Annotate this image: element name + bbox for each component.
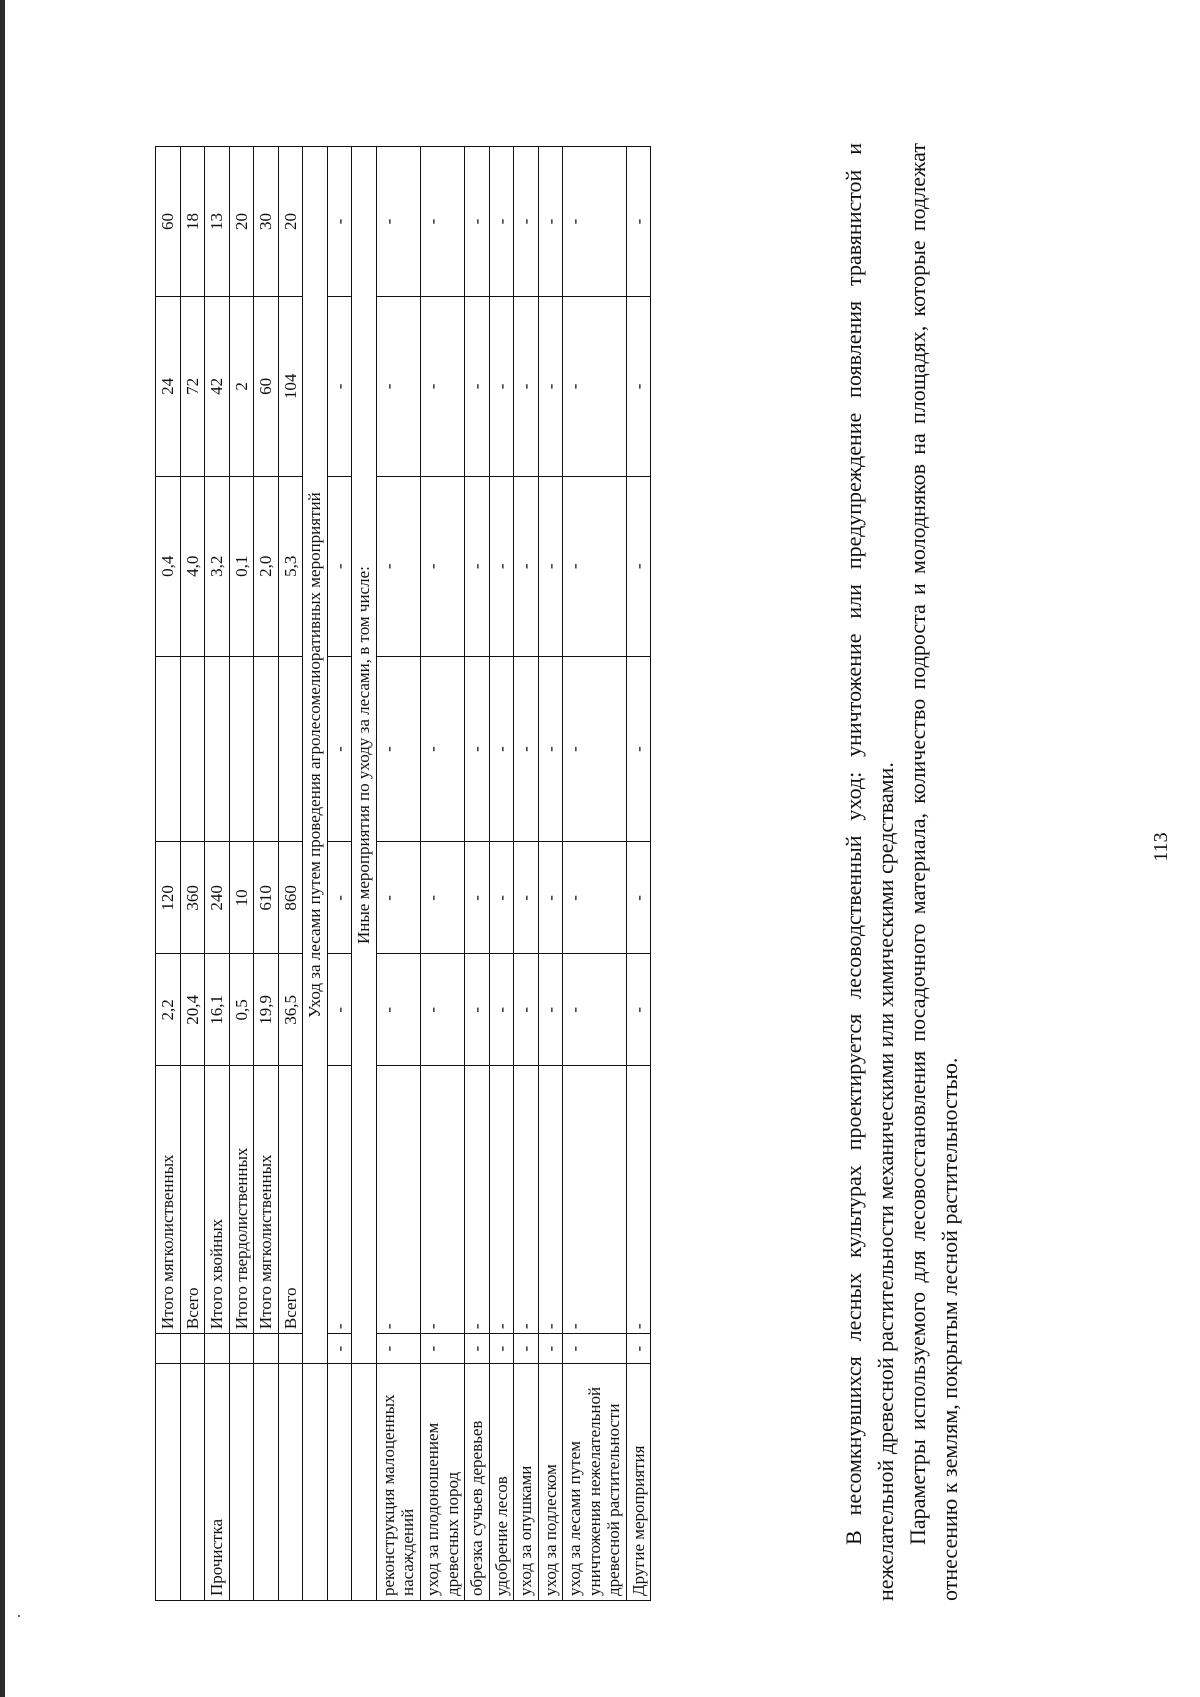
value-cell: - <box>489 1334 514 1364</box>
subgroup-cell: - <box>421 1066 465 1334</box>
value-cell: - <box>327 147 352 297</box>
value-cell <box>205 1334 230 1364</box>
value-cell <box>254 656 279 842</box>
value-cell: 5,3 <box>278 476 303 656</box>
row-label-cell: обрезка сучьев деревьев <box>465 1364 490 1601</box>
table-body <box>156 147 651 1601</box>
row-label-cell <box>229 1364 254 1601</box>
paragraph: Параметры используемого для лесовосстановления посадочного материала, количество подроста и молодняков на площадях, которые подлежат отнесению к землям, покрытым лесной растительностью. <box>904 143 962 1601</box>
value-cell: - <box>327 1334 352 1364</box>
value-cell <box>205 656 230 842</box>
value-cell: - <box>626 147 651 297</box>
value-cell: - <box>489 296 514 476</box>
table-row <box>254 147 279 1601</box>
body-text <box>838 143 966 1601</box>
row-label-cell: Прочистка <box>205 1364 230 1601</box>
subgroup-cell: Всего <box>180 1066 205 1334</box>
value-cell: 42 <box>205 296 230 476</box>
value-cell: 0,4 <box>156 476 181 656</box>
value-cell: - <box>376 842 420 954</box>
row-label-cell <box>180 1364 205 1601</box>
value-cell: - <box>626 296 651 476</box>
value-cell: - <box>563 842 627 954</box>
value-cell: - <box>327 842 352 954</box>
value-cell: - <box>538 842 563 954</box>
row-label-cell <box>278 1364 303 1601</box>
subgroup-cell: - <box>376 1066 420 1334</box>
value-cell: 18 <box>180 147 205 297</box>
value-cell: 60 <box>254 296 279 476</box>
value-cell: 36,5 <box>278 954 303 1066</box>
value-cell: - <box>327 296 352 476</box>
value-cell: - <box>421 954 465 1066</box>
value-cell: - <box>465 954 490 1066</box>
value-cell: - <box>376 954 420 1066</box>
value-cell: - <box>421 296 465 476</box>
value-cell: - <box>465 296 490 476</box>
value-cell: - <box>376 656 420 842</box>
table-cell <box>303 1364 328 1601</box>
value-cell: - <box>327 656 352 842</box>
value-cell <box>156 1334 181 1364</box>
value-cell: 30 <box>254 147 279 297</box>
value-cell: 104 <box>278 296 303 476</box>
row-label-cell: реконструкция малоценных насаждений <box>376 1364 420 1601</box>
value-cell: - <box>514 954 539 1066</box>
value-cell: - <box>465 147 490 297</box>
table-row <box>514 147 539 1601</box>
value-cell: - <box>626 476 651 656</box>
value-cell: - <box>563 656 627 842</box>
value-cell: - <box>376 296 420 476</box>
subgroup-cell: Всего <box>278 1066 303 1334</box>
row-label-cell: уход за плодоношением древесных пород <box>421 1364 465 1601</box>
table-section-row <box>352 147 377 1601</box>
value-cell: - <box>489 842 514 954</box>
value-cell: - <box>538 954 563 1066</box>
table-row <box>626 147 651 1601</box>
value-cell: - <box>514 656 539 842</box>
value-cell: - <box>563 147 627 297</box>
value-cell: 10 <box>229 842 254 954</box>
value-cell: - <box>514 842 539 954</box>
value-cell: - <box>465 476 490 656</box>
value-cell: - <box>421 656 465 842</box>
value-cell: - <box>538 656 563 842</box>
value-cell: - <box>421 147 465 297</box>
table-row <box>327 147 352 1601</box>
value-cell: - <box>626 842 651 954</box>
value-cell: - <box>538 296 563 476</box>
value-cell <box>229 1334 254 1364</box>
value-cell: - <box>421 476 465 656</box>
value-cell: 240 <box>205 842 230 954</box>
value-cell: 120 <box>156 842 181 954</box>
value-cell: - <box>626 1334 651 1364</box>
table-row <box>421 147 465 1601</box>
value-cell: - <box>465 842 490 954</box>
row-label-cell: Другие мероприятия <box>626 1364 651 1601</box>
value-cell: 360 <box>180 842 205 954</box>
value-cell: - <box>376 147 420 297</box>
table-cell <box>352 1364 377 1601</box>
subgroup-cell: - <box>514 1066 539 1334</box>
value-cell: 2,2 <box>156 954 181 1066</box>
subgroup-cell: - <box>489 1066 514 1334</box>
table-row <box>489 147 514 1601</box>
value-cell: 20,4 <box>180 954 205 1066</box>
value-cell: 60 <box>156 147 181 297</box>
value-cell: 19,9 <box>254 954 279 1066</box>
value-cell: 24 <box>156 296 181 476</box>
value-cell <box>229 656 254 842</box>
value-cell: - <box>421 1334 465 1364</box>
value-cell: - <box>563 296 627 476</box>
value-cell: - <box>421 842 465 954</box>
subgroup-cell: Итого мягколиственных <box>156 1066 181 1334</box>
subgroup-cell: - <box>563 1066 627 1334</box>
paragraph: В несомкнувшихся лесных культурах проектируется лесоводственный уход: уничтожение или предупреждение появления травянистой и нежелательной древесной растительности механическими или химическими средствами. <box>841 143 898 1601</box>
subgroup-cell: - <box>626 1066 651 1334</box>
value-cell: - <box>514 1334 539 1364</box>
table-row <box>538 147 563 1601</box>
value-cell: - <box>376 476 420 656</box>
value-cell: 0,5 <box>229 954 254 1066</box>
table-row <box>180 147 205 1601</box>
row-label-cell <box>254 1364 279 1601</box>
value-cell: 13 <box>205 147 230 297</box>
value-cell: - <box>563 1334 627 1364</box>
value-cell: 20 <box>278 147 303 297</box>
table-row <box>229 147 254 1601</box>
subgroup-cell: Итого мягколиственных <box>254 1066 279 1334</box>
subgroup-cell: - <box>538 1066 563 1334</box>
value-cell: - <box>563 476 627 656</box>
value-cell: - <box>538 1334 563 1364</box>
row-label-cell: уход за лесами путем уничтожения нежелательной древесной растительности <box>563 1364 627 1601</box>
value-cell: - <box>327 954 352 1066</box>
value-cell <box>180 1334 205 1364</box>
value-cell: - <box>489 476 514 656</box>
table-row <box>376 147 420 1601</box>
value-cell: - <box>376 1334 420 1364</box>
value-cell: - <box>465 656 490 842</box>
value-cell <box>278 1334 303 1364</box>
subgroup-cell: Итого твердолиственных <box>229 1066 254 1334</box>
row-label-cell: уход за подлеском <box>538 1364 563 1601</box>
value-cell: - <box>514 476 539 656</box>
value-cell: - <box>514 147 539 297</box>
subgroup-cell: - <box>465 1066 490 1334</box>
value-cell <box>254 1334 279 1364</box>
value-cell: - <box>538 147 563 297</box>
value-cell: 16,1 <box>205 954 230 1066</box>
table-row <box>205 147 230 1601</box>
value-cell: - <box>489 147 514 297</box>
value-cell <box>278 656 303 842</box>
row-label-cell <box>327 1364 352 1601</box>
value-cell: 610 <box>254 842 279 954</box>
table-row <box>465 147 490 1601</box>
page-number: 113 <box>1150 832 1172 862</box>
subgroup-cell: - <box>327 1066 352 1334</box>
value-cell <box>156 656 181 842</box>
section-heading: Уход за лесами путем проведения агролесомелиоративных мероприятий <box>303 147 328 1364</box>
value-cell <box>180 656 205 842</box>
value-cell: - <box>626 656 651 842</box>
table-section-row <box>303 147 328 1601</box>
value-cell: - <box>626 954 651 1066</box>
value-cell: 860 <box>278 842 303 954</box>
row-label-cell: удобрение лесов <box>489 1364 514 1601</box>
value-cell: - <box>489 954 514 1066</box>
value-cell: - <box>563 954 627 1066</box>
value-cell: 20 <box>229 147 254 297</box>
value-cell: 2,0 <box>254 476 279 656</box>
section-heading: Иные мероприятия по уходу за лесами, в том числе: <box>352 147 377 1364</box>
table-row <box>156 147 181 1601</box>
row-label-cell <box>156 1364 181 1601</box>
value-cell: 3,2 <box>205 476 230 656</box>
value-cell: - <box>514 296 539 476</box>
value-cell: 2 <box>229 296 254 476</box>
value-cell: 4,0 <box>180 476 205 656</box>
table-row <box>563 147 627 1601</box>
value-cell: - <box>465 1334 490 1364</box>
value-cell: 72 <box>180 296 205 476</box>
value-cell: 0,1 <box>229 476 254 656</box>
value-cell: - <box>489 656 514 842</box>
value-cell: - <box>538 476 563 656</box>
row-label-cell: уход за опушками <box>514 1364 539 1601</box>
value-cell: - <box>327 476 352 656</box>
forest-care-table <box>155 146 651 1601</box>
table-row <box>278 147 303 1601</box>
subgroup-cell: Итого хвойных <box>205 1066 230 1334</box>
